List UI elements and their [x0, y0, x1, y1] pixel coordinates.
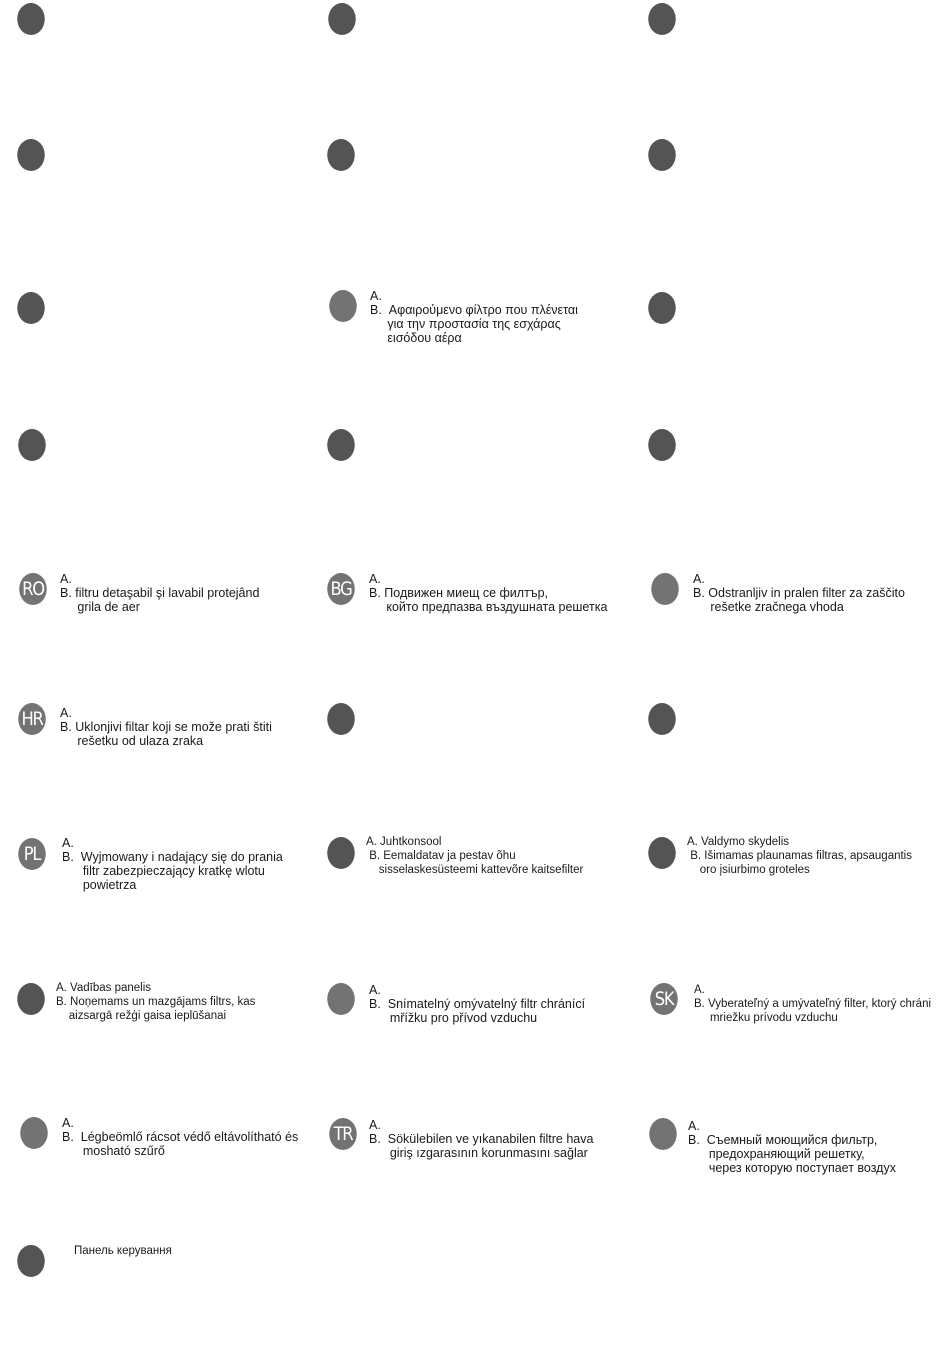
language-badge-r3c1	[17, 292, 45, 324]
language-badge-r4c3	[648, 429, 676, 461]
entry-text-uk: Панель керування	[74, 1245, 172, 1257]
language-badge-r2c1	[17, 139, 45, 171]
language-badge-uk	[17, 1245, 45, 1277]
entry-text-bg: A. B. Подвижен миещ се филтър, който предпазва въздушната решетка	[369, 572, 608, 614]
entry-text-lv: A. Vadības panelis B. Noņemams un mazgājams filtrs, kas aizsargā režģi gaisa ieplūšanai	[56, 982, 256, 1022]
entry-text-sl: A. B. Odstranljiv in pralen filter za zaščito rešetke zračnega vhoda	[693, 572, 905, 614]
entry-text-et: A. Juhtkonsool B. Eemaldatav ja pestav õhu sisselaskesüsteemi kattevõre kaitsefilter	[366, 836, 584, 876]
language-badge-r2c3	[648, 139, 676, 171]
language-badge-lt	[648, 837, 676, 869]
language-badge-hr: HR	[18, 703, 46, 735]
language-badge-bg: BG	[327, 573, 355, 605]
language-badge-r3c3	[648, 292, 676, 324]
language-badge-sk: SK	[650, 983, 678, 1015]
entry-text-hr: A. B. Uklonjivi filtar koji se može prati štiti rešetku od ulaza zraka	[60, 706, 272, 748]
language-badge-pl: PL	[18, 838, 46, 870]
entry-text-ru: A. B. Съемный моющийся фильтр, предохраняющий решетку, через которую поступает воздух	[688, 1119, 896, 1175]
entry-text-gr: A. B. Αφαιρούμενο φίλτρο που πλένεται για την προστασία της εσχάρας εισόδου αέρα	[370, 289, 578, 345]
language-badge-r4c1	[18, 429, 46, 461]
language-badge-r1c3	[648, 3, 676, 35]
language-badge-r6c2	[327, 703, 355, 735]
language-badge-ru	[649, 1118, 677, 1150]
entry-text-lt: A. Valdymo skydelis B. Išimamas plaunamas filtras, apsaugantis oro įsiurbimo groteles	[687, 836, 912, 876]
language-badge-r1c1	[17, 3, 45, 35]
language-badge-ro: RO	[19, 573, 47, 605]
language-badge-r1c2	[328, 3, 356, 35]
language-badge-sl	[651, 573, 679, 605]
language-badge-tr: TR	[329, 1118, 357, 1150]
language-badge-lv	[17, 983, 45, 1015]
entry-text-cs: A. B. Snímatelný omývatelný filtr chránící mřížku pro přívod vzduchu	[369, 983, 586, 1025]
language-badge-r6c3	[648, 703, 676, 735]
language-badge-et	[327, 837, 355, 869]
entry-text-pl: A. B. Wyjmowany i nadający się do prania filtr zabezpieczający kratkę wlotu powietrza	[62, 836, 283, 892]
entry-text-ro: A. B. filtru detaşabil şi lavabil protejând grila de aer	[60, 572, 260, 614]
entry-text-hu: A. B. Légbeömlő rácsot védő eltávolítható és mosható szűrő	[62, 1116, 299, 1158]
entry-text-tr: A. B. Sökülebilen ve yıkanabilen filtre hava giriş ızgarasının korunmasını sağlar	[369, 1118, 594, 1160]
language-badge-r4c2	[327, 429, 355, 461]
language-badge-cs	[327, 983, 355, 1015]
language-badge-hu	[20, 1117, 48, 1149]
language-badge-r2c2	[327, 139, 355, 171]
entry-text-sk: A. B. Vyberateľný a umývateľný filter, ktorý chráni mriežku prívodu vzduchu	[694, 984, 932, 1024]
language-badge-gr	[329, 290, 357, 322]
